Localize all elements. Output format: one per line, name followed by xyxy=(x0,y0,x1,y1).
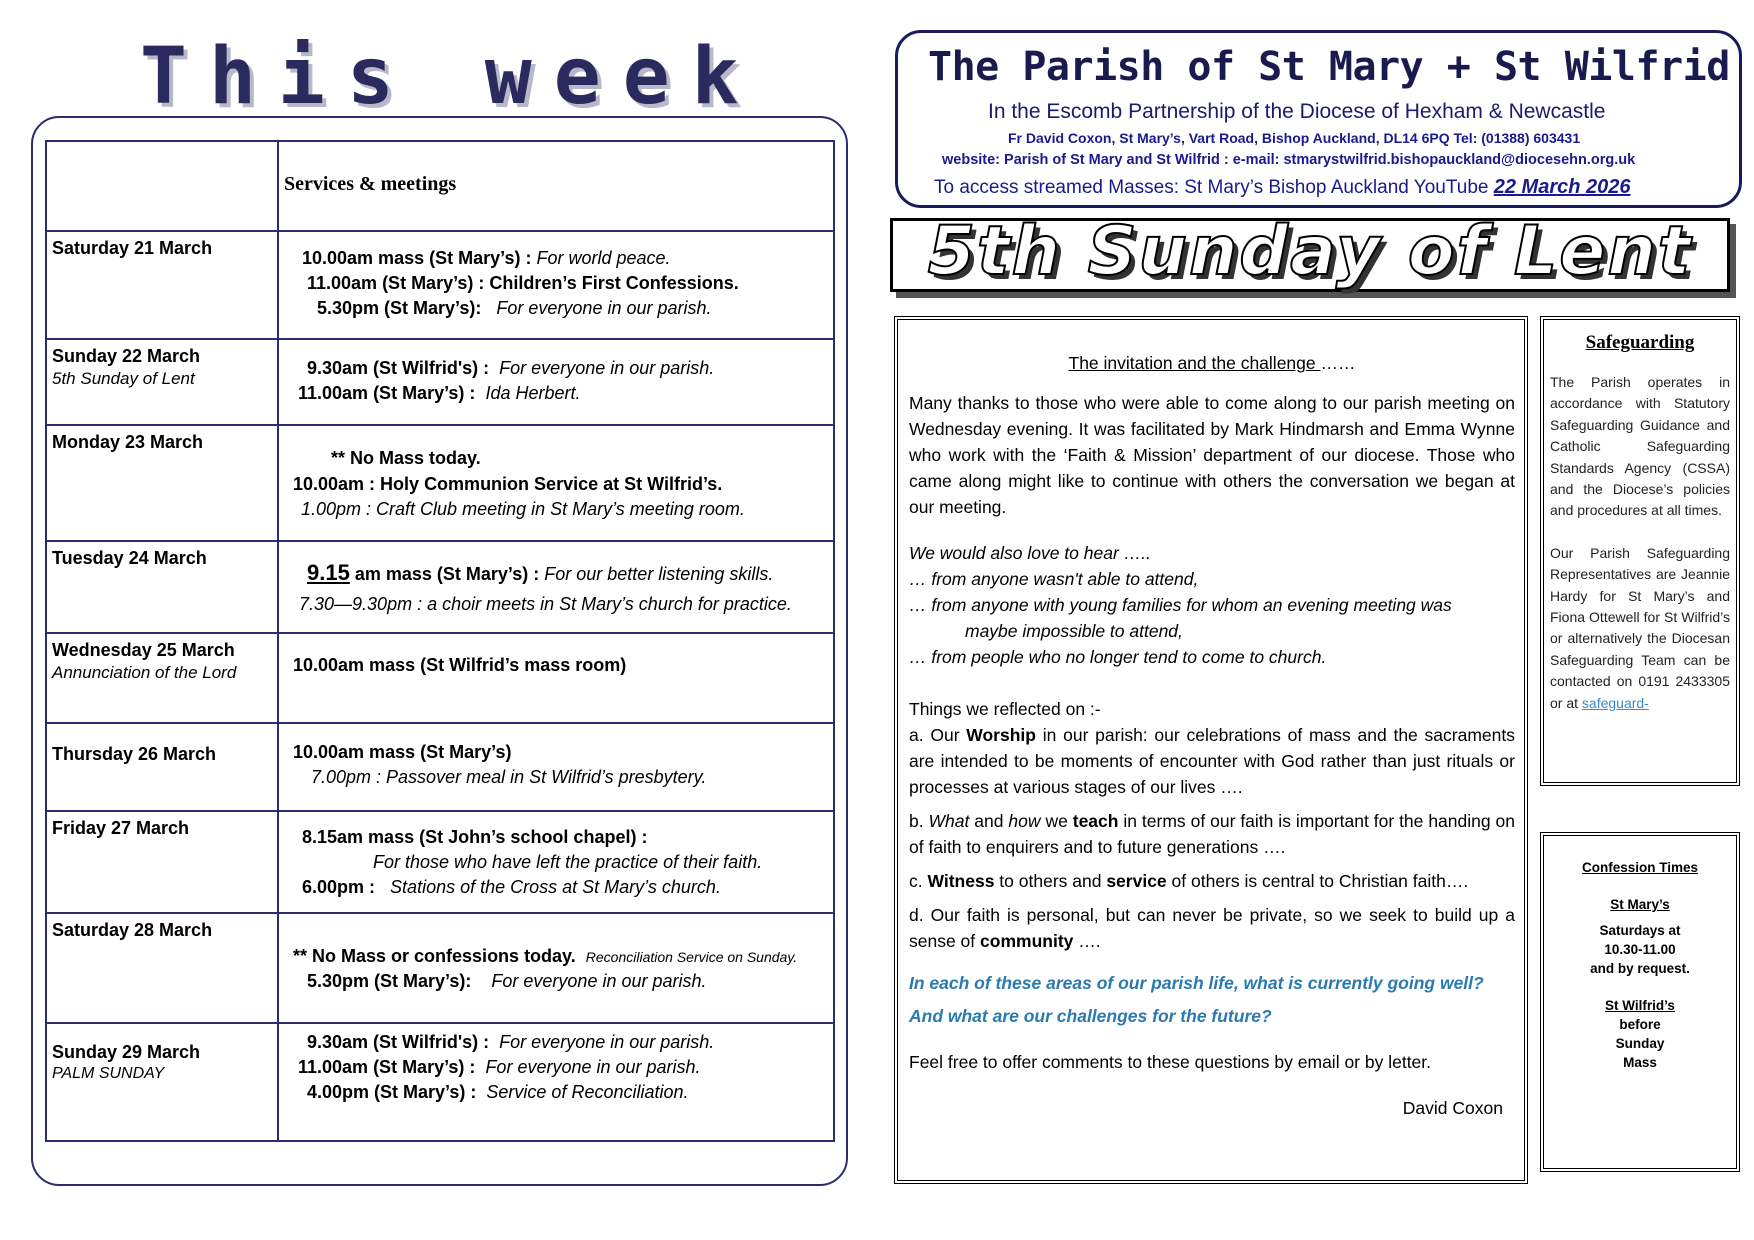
events-cell xyxy=(278,811,834,913)
safeguarding-text xyxy=(1550,372,1730,714)
partnership-line: In the Escomb Partnership of the Diocese of Hexham & Newcastle xyxy=(988,100,1606,123)
day-label: Friday 27 March xyxy=(52,818,190,838)
table-row xyxy=(46,425,834,541)
bulletin-date: 22 March 2026 xyxy=(1493,176,1631,198)
article-hear-item: … from anyone wasn't able to attend, xyxy=(909,569,1199,589)
day-subtitle: PALM SUNDAY xyxy=(52,1065,165,1082)
article-point-b: b. What and how we teach in terms of our faith is important for the handing on of faith to enquirers and to future generations …. xyxy=(909,811,1515,857)
article-question: And what are our challenges for the future? xyxy=(909,1006,1272,1026)
website-email-line: website: Parish of St Mary and St Wilfrid : e-mail: stmarystwilfrid.bishopauckland@diocesehn.org.uk xyxy=(942,152,1636,168)
confession-line: Sunday xyxy=(1615,1036,1665,1051)
article-point-d: d. Our faith is personal, but can never be private, so we seek to build up a sense of community …. xyxy=(909,905,1515,951)
event-line: 4.00pm (St Mary’s) : Service of Reconciliation. xyxy=(307,1082,689,1102)
events-cell xyxy=(278,633,834,723)
article-paragraph: Many thanks to those who were able to come along to our parish meeting on Wednesday evening. It was facilitated by Mark Hindmarsh and Emma Wynne who work with the ‘Faith & Mission’ department of our diocese. Those who came along might like to continue with others the conversation we began at our meeting. xyxy=(909,393,1515,517)
event-line: For those who have left the practice of their faith. xyxy=(373,852,763,872)
schedule-table xyxy=(45,140,835,1142)
event-line: 11.00am (St Mary’s) : Ida Herbert. xyxy=(298,383,581,403)
article-body xyxy=(909,350,1515,1121)
day-cell xyxy=(46,231,278,339)
article-reflect-intro: Things we reflected on :- xyxy=(909,699,1101,719)
confession-place: St Mary’s xyxy=(1610,897,1670,912)
event-line: 9.30am (St Wilfrid's) : For everyone in our parish. xyxy=(307,1032,715,1052)
day-cell xyxy=(46,425,278,541)
confession-line: Saturdays at xyxy=(1599,923,1681,938)
article-question: In each of these areas of our parish life, what is currently going well? xyxy=(909,973,1484,993)
table-header-row xyxy=(46,141,834,231)
article-signature: David Coxon xyxy=(1402,1098,1503,1118)
article-hear-item: … from people who no longer tend to come to church. xyxy=(909,647,1327,667)
article-hear-intro: We would also love to hear ….. xyxy=(909,543,1151,563)
day-label: Sunday 22 March xyxy=(52,346,201,366)
day-label: Saturday 21 March xyxy=(52,238,213,258)
table-row xyxy=(46,811,834,913)
header-empty-cell xyxy=(46,141,278,231)
events-cell xyxy=(278,541,834,633)
day-label: Monday 23 March xyxy=(52,432,204,452)
event-line: 1.00pm : Craft Club meeting in St Mary’s meeting room. xyxy=(301,499,745,519)
table-row xyxy=(46,913,834,1023)
safeguarding-paragraph: The Parish operates in accordance with Statutory Safeguarding Guidance and Catholic Safeguarding Standards Agency (CSSA) and the Diocese’s policies and procedures at all times. xyxy=(1550,374,1730,519)
day-cell xyxy=(46,1023,278,1141)
day-label: Sunday 29 March xyxy=(52,1042,201,1062)
stream-text: To access streamed Masses: St Mary’s Bishop Auckland YouTube xyxy=(934,177,1489,198)
confession-line: and by request. xyxy=(1590,961,1690,976)
table-row xyxy=(46,1023,834,1141)
table-row xyxy=(46,541,834,633)
article-hear-item: … from anyone with young families for whom an evening meeting was xyxy=(909,595,1452,615)
event-line: 7.00pm : Passover meal in St Wilfrid’s presbytery. xyxy=(311,767,707,787)
event-line: 10.00am mass (St Mary’s) : For world peace. xyxy=(302,248,671,268)
event-line: 10.00am mass (St Wilfrid’s mass room) xyxy=(293,655,627,675)
this-week-title: This week xyxy=(140,32,761,122)
day-label: Thursday 26 March xyxy=(52,744,217,764)
article-heading: The invitation and the challenge …… xyxy=(1068,353,1356,373)
parish-title: The Parish of St Mary + St Wilfrid xyxy=(928,44,1730,90)
day-cell xyxy=(46,339,278,425)
event-line: 7.30—9.30pm : a choir meets in St Mary’s church for practice. xyxy=(299,594,792,614)
article-point-c: c. Witness to others and service of others is central to Christian faith…. xyxy=(909,871,1469,891)
events-cell xyxy=(278,723,834,811)
day-subtitle: 5th Sunday of Lent xyxy=(52,369,195,388)
day-cell xyxy=(46,723,278,811)
day-label: Saturday 28 March xyxy=(52,920,213,940)
stream-line xyxy=(934,176,1631,199)
day-cell xyxy=(46,913,278,1023)
table-row xyxy=(46,339,834,425)
address-line: Fr David Coxon, St Mary’s, Vart Road, Bishop Auckland, DL14 6PQ Tel: (01388) 603431 xyxy=(1008,130,1581,146)
header-cell xyxy=(278,141,834,231)
event-line: 9.15 am mass (St Mary’s) : For our better listening skills. xyxy=(307,560,774,585)
services-meetings-header: Services & meetings xyxy=(284,173,457,195)
events-cell xyxy=(278,339,834,425)
table-row xyxy=(46,633,834,723)
events-cell xyxy=(278,1023,834,1141)
article-closing: Feel free to offer comments to these questions by email or by letter. xyxy=(909,1052,1432,1072)
event-line: 6.00pm : Stations of the Cross at St Mary’s church. xyxy=(302,877,721,897)
event-line: 8.15am mass (St John’s school chapel) : xyxy=(302,827,648,847)
event-line: 9.30am (St Wilfrid's) : For everyone in our parish. xyxy=(307,358,715,378)
day-cell xyxy=(46,541,278,633)
day-cell xyxy=(46,633,278,723)
event-line: 5.30pm (St Mary’s): For everyone in our parish. xyxy=(307,971,707,991)
lent-banner-title: 5th Sunday of Lent xyxy=(927,212,1693,291)
events-cell xyxy=(278,425,834,541)
event-line: 10.00am : Holy Communion Service at St Wilfrid’s. xyxy=(293,474,723,494)
safeguarding-email-link[interactable]: safeguard- xyxy=(1581,694,1649,711)
article-hear-item: maybe impossible to attend, xyxy=(965,621,1183,641)
day-subtitle: Annunciation of the Lord xyxy=(52,663,237,682)
events-cell xyxy=(278,913,834,1023)
event-line: 10.00am mass (St Mary’s) xyxy=(293,742,512,762)
day-cell xyxy=(46,811,278,913)
event-line: 5.30pm (St Mary’s): For everyone in our parish. xyxy=(317,298,712,318)
event-line: ** No Mass or confessions today. Reconciliation Service on Sunday. xyxy=(293,946,798,966)
confession-line: 10.30-11.00 xyxy=(1604,942,1676,957)
day-label: Tuesday 24 March xyxy=(52,548,207,568)
article-point-a: a. Our Worship in our parish: our celebrations of mass and the sacraments are intended to be moments of encounter with God rather than just rituals or processes at various stages of our lives …. xyxy=(909,725,1515,797)
day-label: Wednesday 25 March xyxy=(52,640,235,660)
confession-title: Confession Times xyxy=(1581,860,1699,875)
events-cell xyxy=(278,231,834,339)
confession-line: before xyxy=(1619,1017,1661,1032)
confession-times xyxy=(1540,858,1740,1072)
table-row xyxy=(46,723,834,811)
safeguarding-title: Safeguarding xyxy=(1585,332,1695,353)
safeguarding-paragraph: Our Parish Safeguarding Representatives are Jeannie Hardy for St Mary’s and Fiona Ottewell for St Wilfrid’s or alternatively the Diocesan Safeguarding Team can be contacted on 0191 2433305 or at safeguard- xyxy=(1550,544,1730,711)
event-line: 11.00am (St Mary’s) : Children’s First Confessions. xyxy=(307,273,739,293)
table-row xyxy=(46,231,834,339)
confession-place: St Wilfrid’s xyxy=(1605,998,1675,1013)
event-line: 11.00am (St Mary’s) : For everyone in our parish. xyxy=(298,1057,701,1077)
event-line: ** No Mass today. xyxy=(331,448,481,468)
confession-line: Mass xyxy=(1623,1055,1657,1070)
